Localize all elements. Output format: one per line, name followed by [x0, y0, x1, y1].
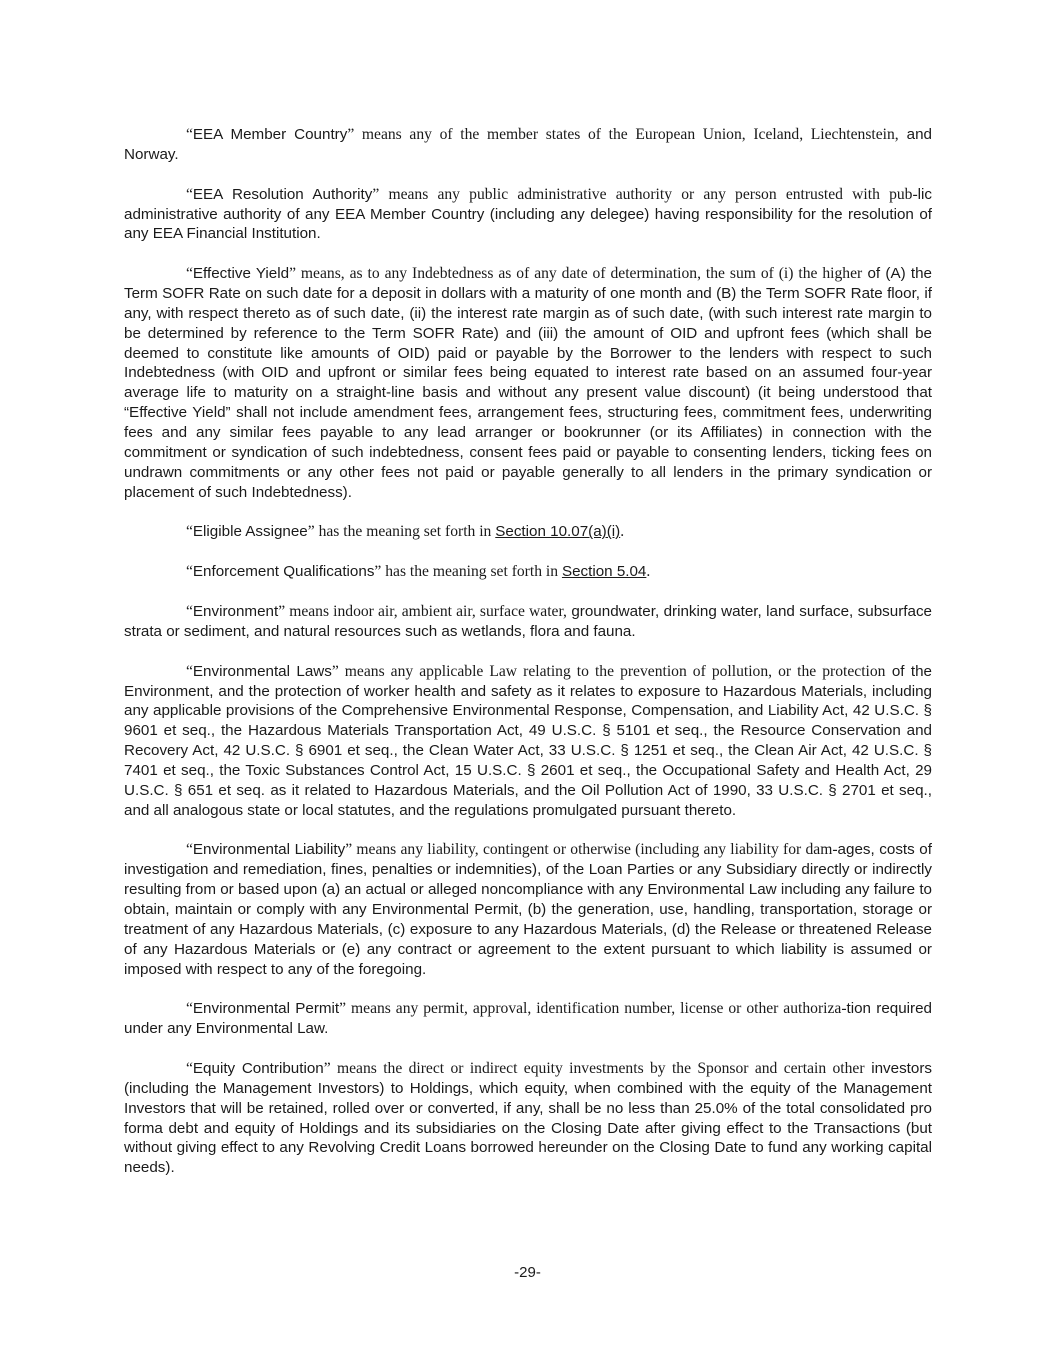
- open-quote: “: [186, 662, 193, 680]
- definition-text: ages, costs of investigation and remediation, fines, penalties or indemnities), of the Loan Parties or any Subsidiary directly or indirectly resulting from or based upon (a) an actual or alleged noncompliance with any Environmental Law including any failure to obtain, maintain or comply with any Environmental Permit, (b) the generation, use, handling, transportation, storage or treatment of any Hazardous Materials, (c) exposure to any Hazardous Materials, (d) the Release or threatened Release of any Hazardous Materials or (e) any contract or agreement to the extent pursuant to which liability is assumed or imposed with respect to any of the foregoing.: [124, 841, 932, 978]
- open-quote: “: [186, 265, 193, 283]
- open-quote: “: [186, 841, 193, 859]
- document-page: [124, 125, 932, 1198]
- open-quote: “: [186, 523, 193, 541]
- definition-text: groundwater, drinking water, land surface, subsurface strata or sediment, and natural resources such as wetlands, flora and fauna.: [124, 603, 932, 640]
- definition-text: tion required under any Environmental Law.: [124, 1000, 932, 1038]
- definition-lead: ” means any of the member states of the European Union, Iceland, Liechtenstein,: [347, 126, 899, 143]
- section-reference-link[interactable]: Section 5.04: [561, 563, 647, 581]
- definition-lead: ” means any liability, contingent or otherwise (including any liability for dam-: [345, 841, 838, 859]
- defined-term: Environment: [192, 603, 279, 621]
- definition-environmental-liability: [124, 840, 932, 979]
- definition-lead: ” means the direct or indirect equity investments by the Sponsor and certain other: [323, 1060, 865, 1078]
- definition-text: of (A) the Term SOFR Rate on such date for a deposit in dollars with a maturity of one month and (B) the Term SOFR Rate floor, if any, with respect thereto as of such date, (ii) the interest rate margin as of such date, (with such interest rate margin to be determined by reference to the Term SOFR Rate) and (iii) the amount of OID and upfront fees (which shall be deemed to constitute like amounts of OID) paid or payable by the Borrower to the lenders with respect to such Indebtedness (with OID and upfront or similar fees being equated to interest rate based on an assumed four-year average life to maturity on a straight-line basis and without any present value discount) (it being understood that “Effective Yield” shall not include amendment fees, arrangement fees, structuring fees, commitment fees, underwriting fees and any similar fees payable to any lead arranger or bookrunner (or its Affiliates) in connection with the commitment or syndication of such indebtedness, consent fees paid or payable to consenting lenders, ticking fees on undrawn commitments or any other fees not paid or payable generally to all lenders in the primary syndication or placement of such Indebtedness).: [124, 265, 932, 501]
- defined-term: EEA Member Country: [192, 126, 348, 143]
- definition-effective-yield: [124, 264, 932, 502]
- defined-term: Environmental Permit: [192, 1000, 340, 1018]
- definition-text: lic administrative authority of any EEA Member Country (including any delegee) having responsibility for the resolution of any EEA Financial Institution.: [124, 185, 932, 243]
- definition-environmental-laws: [124, 662, 932, 821]
- defined-term: Environmental Liability: [192, 841, 346, 859]
- defined-term: Eligible Assignee: [192, 523, 308, 541]
- definition-lead: ” means any applicable Law relating to the prevention of pollution, or the protection: [331, 662, 886, 680]
- definition-lead: ” has the meaning set forth in: [374, 563, 562, 581]
- definition-text: of the Environment, and the protection of worker health and safety as it relates to exposure to Hazardous Materials, including any applicable provisions of the Comprehensive Environmental Response, Compensation, and Liability Act, 42 U.S.C. § 9601 et seq., the Hazardous Materials Transportation Act, 49 U.S.C. § 5101 et seq., the Resource Conservation and Recovery Act, 42 U.S.C. § 6901 et seq., the Clean Water Act, 33 U.S.C. § 1251 et seq., the Clean Air Act, 42 U.S.C. § 7401 et seq., the Toxic Substances Control Act, 15 U.S.C. § 2601 et seq., the Occupational Safety and Health Act, 29 U.S.C. § 651 et seq. as it related to Hazardous Materials, and the Oil Pollution Act of 1990, 33 U.S.C. § 2701 et seq., and all analogous state or local statutes, and the regulations promulgated pursuant thereto.: [124, 662, 932, 819]
- open-quote: “: [186, 185, 193, 203]
- definition-eea-resolution-authority: [124, 185, 932, 245]
- defined-term: Environmental Laws: [192, 662, 332, 680]
- definition-lead: ” means indoor air, ambient air, surface water,: [278, 603, 567, 621]
- definition-text: and Norway.: [124, 126, 932, 163]
- page-number: -29-: [514, 1264, 541, 1281]
- defined-term: Enforcement Qualifications: [192, 563, 375, 581]
- definition-lead: ” means any permit, approval, identification number, license or other authoriza-: [339, 1000, 847, 1018]
- definition-environment: [124, 602, 932, 642]
- definition-lead: ” means, as to any Indebtedness as of any date of determination, the sum of (i) the higher: [289, 265, 863, 283]
- definition-text: .: [646, 563, 651, 581]
- definition-lead: ” means any public administrative authority or any person entrusted with pub-: [372, 185, 918, 203]
- defined-term: EEA Resolution Authority: [192, 185, 373, 203]
- definition-eea-member-country: [124, 125, 932, 165]
- open-quote: “: [186, 563, 193, 581]
- definition-lead: ” has the meaning set forth in: [307, 523, 496, 541]
- defined-term: Equity Contribution: [192, 1060, 324, 1078]
- definition-text: .: [620, 523, 625, 541]
- definition-text: investors (including the Management Investors) to Holdings, which equity, when combined with the equity of the Management Investors that will be retained, rolled over or converted, if any, shall be no less than 25.0% of the total consolidated pro forma debt and equity of Holdings and its subsidiaries on the Closing Date after giving effect to the Transactions (but without giving effect to any Revolving Credit Loans borrowed hereunder on the Closing Date to fund any working capital needs).: [124, 1060, 933, 1177]
- open-quote: “: [186, 1060, 193, 1078]
- section-reference-link[interactable]: Section 10.07(a)(i): [495, 523, 621, 541]
- definition-equity-contribution: [124, 1059, 932, 1178]
- open-quote: “: [186, 126, 193, 143]
- defined-term: Effective Yield: [192, 265, 290, 283]
- definition-environmental-permit: [124, 999, 932, 1039]
- open-quote: “: [186, 603, 193, 621]
- definition-eligible-assignee: [124, 522, 932, 542]
- definition-enforcement-qualifications: [124, 562, 932, 582]
- open-quote: “: [186, 1000, 193, 1018]
